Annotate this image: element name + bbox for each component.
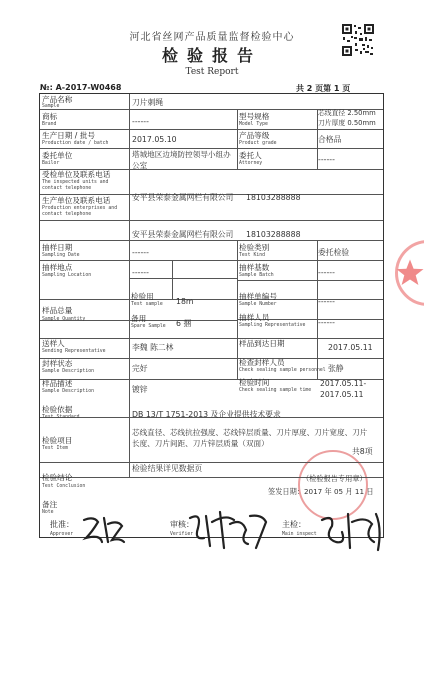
seal-status-value: 完好	[132, 364, 148, 373]
inspected-unit-value: 安平县荣泰金属网栏有限公司	[132, 193, 234, 202]
sampling-date-label: 抽样日期	[42, 243, 73, 252]
arrival-date-label: 样品到达日期	[239, 339, 285, 348]
sample-batch-label-en: Sample Batch	[239, 273, 274, 278]
product-grade-label-en: Product grade	[239, 141, 277, 146]
inspected-unit-label: 受检单位及联系电话	[42, 170, 111, 179]
sample-number-value: ------	[318, 297, 335, 306]
sending-representative-label: 送样人	[42, 339, 65, 348]
approver-label-en: Approver	[50, 532, 74, 537]
attorney-value: ------	[318, 155, 335, 164]
test-conclusion-value: 检验结果详见数据页	[132, 464, 203, 473]
sample-quantity-label-en: Sample Quantity	[42, 317, 86, 322]
production-date-label-en: Production date / batch	[42, 141, 109, 146]
test-kind-value: 委托检验	[318, 248, 350, 257]
sample-number-label-en: Sample Number	[239, 302, 277, 307]
sample-label-en: Sample	[42, 104, 60, 109]
organization-name: 河北省丝网产品质量监督检验中心	[129, 32, 295, 43]
approver-signature	[78, 512, 128, 548]
attorney-label-en: Attorney	[239, 161, 263, 166]
stamp-caption: （检验报告专用章）	[302, 474, 367, 483]
production-unit-label: 生产单位及联系电话	[42, 196, 111, 205]
report-subtitle: Test Report	[185, 67, 239, 77]
production-unit-value: 安平县荣泰金属网栏有限公司	[132, 230, 234, 239]
main-inspector-label: 主检：	[282, 520, 306, 529]
sample-description-value: 镀锌	[132, 385, 148, 394]
model-type-label-en: Model Type	[239, 122, 268, 127]
verifier-signature	[186, 508, 272, 552]
seal-status-label-en: Sample Description	[42, 369, 94, 374]
attorney-label: 委托人	[239, 151, 262, 160]
sampling-location-label-en: Sampling Location	[42, 273, 92, 278]
issue-date: 签发日期：2017 年 05 月 11 日	[268, 487, 374, 496]
production-date-label: 生产日期 / 批号	[42, 131, 95, 140]
bailor-label-en: Bailor	[42, 161, 60, 166]
product-grade-label: 产品等级	[239, 131, 270, 140]
bailor-label: 委托单位	[42, 151, 73, 160]
approver-label: 批准：	[50, 520, 74, 529]
sample-value: 刀片刺绳	[132, 98, 164, 107]
test-sample-value: 18m	[176, 297, 194, 306]
brand-label-en: Brand	[42, 122, 57, 127]
report-number: №: A-2017-W0468	[40, 83, 122, 92]
inspected-unit-label-en: The inspected units and contact telephone	[42, 180, 109, 191]
sample-label: 产品名称	[42, 95, 73, 104]
production-date-value: 2017.05.10	[132, 135, 177, 144]
qr-code-icon	[341, 23, 375, 57]
check-sealing-label: 检查封样人员	[239, 358, 285, 367]
verifier-label: 审核：	[170, 520, 194, 529]
test-conclusion-label-en: Test Conclusion	[42, 484, 86, 489]
production-unit-label-en: Production enterprises and contact telephone	[42, 206, 118, 217]
test-sample-label: 检验用	[131, 292, 154, 301]
brand-value: ------	[132, 117, 149, 126]
check-time-value: 2017.05.11-2017.05.11	[320, 379, 367, 399]
test-item-label: 检验项目	[42, 436, 73, 445]
model-type-value: 芯线直径 2.50mm 刀片厚度 0.50mm	[318, 109, 376, 127]
sampling-representative-label: 抽样人员	[239, 313, 270, 322]
test-kind-label-en: Test Kind	[239, 253, 265, 258]
brand-label: 商标	[42, 112, 58, 121]
note-label-en: Note	[42, 510, 54, 515]
page-count: 共 2 页第 1 页	[296, 84, 351, 93]
sending-representative-value: 李魏 陈二林	[132, 343, 174, 352]
check-time-label-en: Check sealing sample time	[239, 388, 312, 393]
sampling-date-label-en: Sampling Date	[42, 253, 80, 258]
check-sealing-value: 张静	[328, 364, 344, 373]
production-unit-phone: 18103288888	[246, 230, 301, 239]
verifier-label-en: Verifier	[170, 532, 194, 537]
product-grade-value: 合格品	[318, 135, 342, 144]
report-title: 检验报告	[161, 46, 262, 65]
test-item-value: 芯线直径、芯线抗拉强度、芯线锌层质量、刀片厚度、刀片宽度、刀片长度、刀片间距、刀片锌层质量（双面）	[132, 428, 368, 448]
test-item-count: 共8项	[352, 447, 373, 456]
sampling-representative-label-en: Sampling Representative	[239, 323, 306, 328]
spare-sample-value: 6 捆	[176, 319, 192, 328]
sample-number-label: 抽样单编号	[239, 292, 277, 301]
sample-batch-label: 抽样基数	[239, 263, 270, 272]
test-standard-label-en: Test Standard	[42, 415, 80, 420]
test-conclusion-label: 检验结论	[42, 473, 73, 482]
star-icon	[395, 258, 424, 288]
spare-sample-label-en: Spare Sample	[131, 324, 166, 329]
bailor-value: 塔城地区边境防控领导小组办公室	[132, 150, 231, 170]
main-inspector-signature	[316, 508, 388, 554]
test-item-label-en: Test Item	[42, 446, 68, 451]
test-standard-label: 检验依据	[42, 405, 73, 414]
sampling-location-label: 抽样地点	[42, 263, 73, 272]
check-sealing-label-en: Check sealing sample personnel	[239, 368, 326, 373]
model-type-label: 型号规格	[239, 112, 270, 121]
spare-sample-label: 备用	[131, 314, 147, 323]
seal-status-label: 封样状态	[42, 359, 73, 368]
sending-representative-label-en: Sending Representative	[42, 349, 106, 354]
test-kind-label: 检验类别	[239, 243, 270, 252]
arrival-date-value: 2017.05.11	[328, 343, 373, 352]
sampling-date-value: ------	[132, 248, 149, 257]
sample-batch-value: ------	[318, 268, 335, 277]
sampling-location-value: ------	[132, 268, 149, 277]
sample-quantity-label: 样品总量	[42, 306, 73, 315]
inspected-unit-phone: 18103288888	[246, 193, 301, 202]
sampling-representative-value: ------	[318, 318, 335, 327]
sample-description-label: 样品描述	[42, 379, 73, 388]
check-time-label: 检验时间	[239, 378, 270, 387]
note-label: 备注	[42, 500, 58, 509]
test-sample-label-en: Test sample	[131, 302, 163, 307]
main-inspector-label-en: Main inspect	[282, 532, 317, 537]
sample-description-label-en: Sample Description	[42, 389, 94, 394]
test-standard-value: DB 13/T 1751-2013 及企业提供技术要求	[132, 410, 281, 419]
